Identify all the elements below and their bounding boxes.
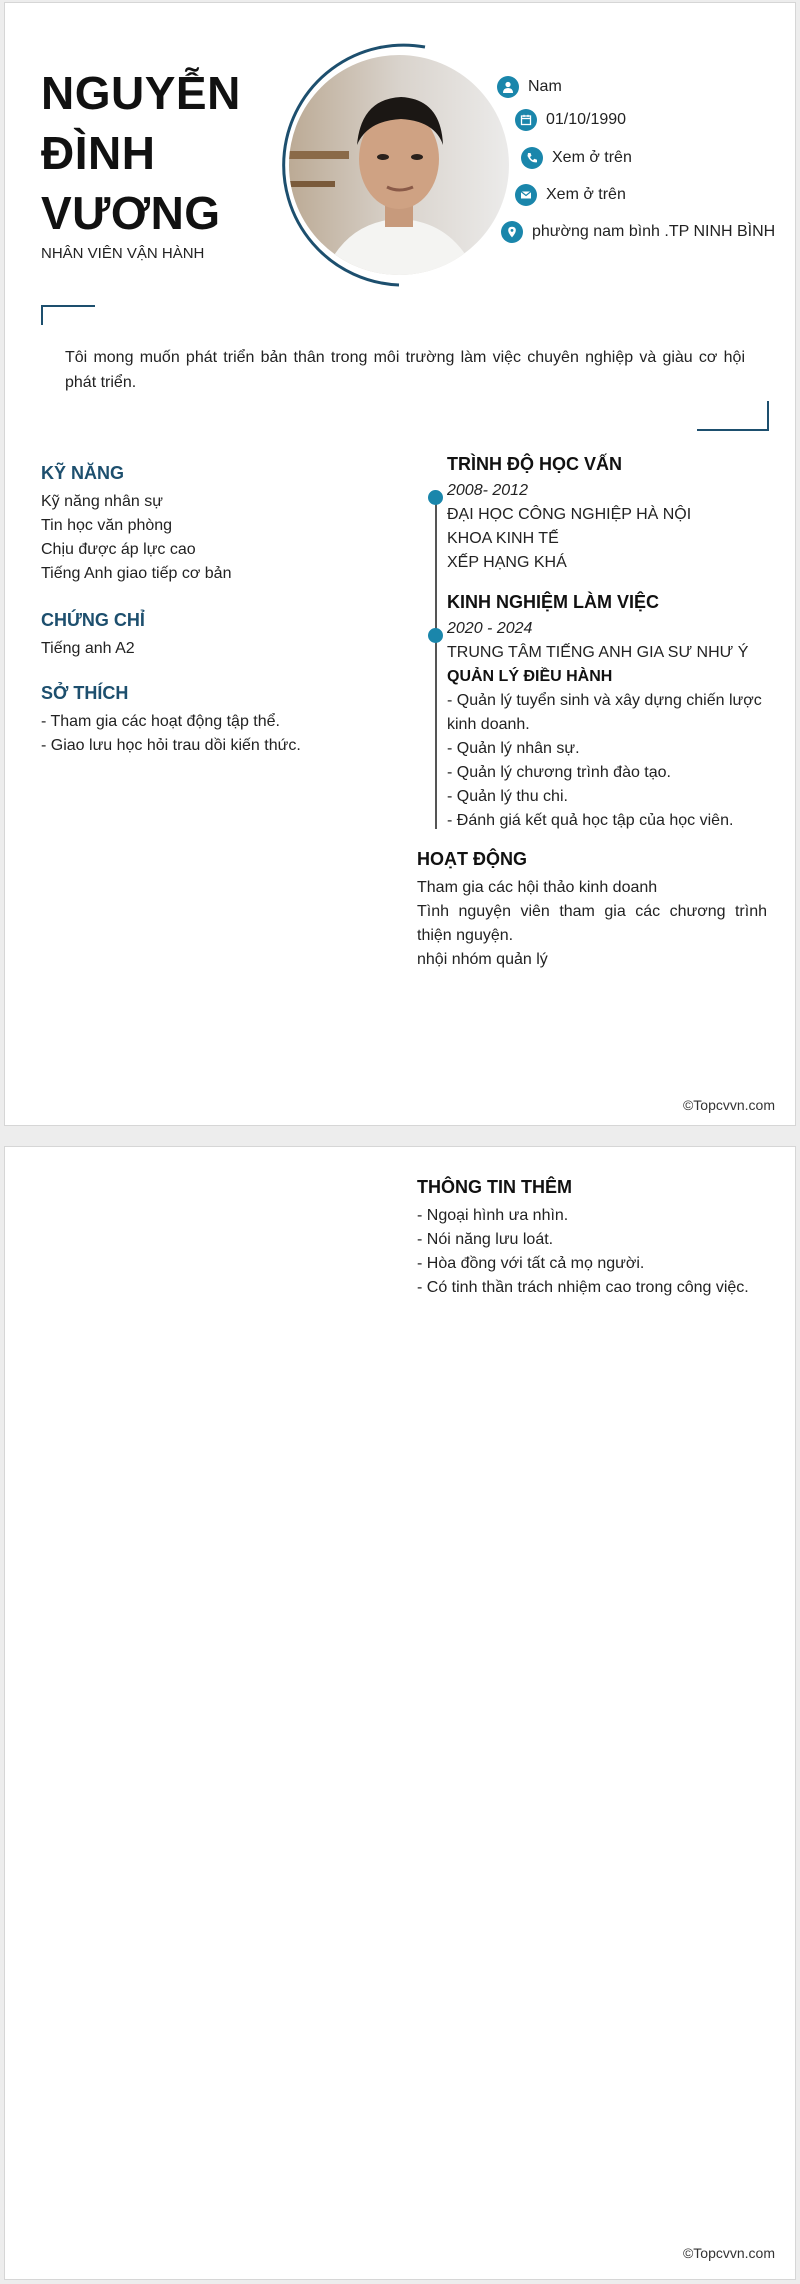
additional-info-item: - Hòa đồng với tất cả mọ người. bbox=[417, 1255, 645, 1272]
experience-duty: - Quản lý chương trình đào tạo. bbox=[447, 764, 671, 781]
timeline-line bbox=[435, 491, 437, 829]
skill-item: Tin học văn phòng bbox=[41, 517, 173, 534]
calendar-icon bbox=[515, 109, 537, 131]
profile-photo bbox=[275, 41, 523, 289]
name-line-2: ĐÌNH bbox=[41, 127, 156, 179]
skill-item: Kỹ năng nhân sự bbox=[41, 493, 163, 510]
birthday-value: 01/10/1990 bbox=[546, 111, 627, 128]
experience-section bbox=[447, 592, 767, 833]
cv-page-2 bbox=[4, 1146, 796, 2280]
contact-address bbox=[501, 221, 775, 243]
hobbies-section bbox=[41, 683, 401, 758]
hobbies-list bbox=[41, 710, 401, 758]
contact-email bbox=[515, 184, 626, 206]
address-value: phường nam bình .TP NINH BÌNH bbox=[532, 223, 776, 240]
experience-position: QUẢN LÝ ĐIỀU HÀNH bbox=[447, 668, 613, 685]
email-value: Xem ở trên bbox=[546, 186, 626, 203]
contact-birthday bbox=[515, 109, 626, 131]
education-school: ĐẠI HỌC CÔNG NGHIỆP HÀ NỘI bbox=[447, 506, 692, 523]
additional-info-item: - Ngoại hình ưa nhìn. bbox=[417, 1207, 569, 1224]
skill-item: Chịu được áp lực cao bbox=[41, 541, 196, 558]
objective-bracket-top bbox=[41, 305, 95, 325]
education-period: 2008- 2012 bbox=[447, 482, 528, 499]
experience-details bbox=[447, 617, 767, 833]
experience-title: KINH NGHIỆM LÀM VIỆC bbox=[447, 592, 660, 612]
hobbies-title: SỞ THÍCH bbox=[41, 683, 129, 703]
timeline-dot-education bbox=[428, 490, 443, 505]
contact-gender bbox=[497, 76, 562, 98]
hobby-item: - Giao lưu học hỏi trau dồi kiến thức. bbox=[41, 737, 301, 754]
name-line-3: VƯƠNG bbox=[41, 187, 221, 239]
certificate-item: Tiếng anh A2 bbox=[41, 640, 135, 657]
activities-title: HOẠT ĐỘNG bbox=[417, 849, 527, 869]
phone-icon bbox=[521, 147, 543, 169]
experience-duty: - Quản lý nhân sự. bbox=[447, 740, 580, 757]
skills-section bbox=[41, 463, 401, 586]
phone-value: Xem ở trên bbox=[552, 149, 632, 166]
experience-period: 2020 - 2024 bbox=[447, 620, 533, 637]
skills-title: KỸ NĂNG bbox=[41, 463, 125, 483]
name-line-1: NGUYỄN bbox=[41, 67, 241, 119]
skill-item: Tiếng Anh giao tiếp cơ bản bbox=[41, 565, 232, 582]
education-details bbox=[447, 479, 767, 575]
location-pin-icon bbox=[501, 221, 523, 243]
cv-page-1 bbox=[4, 2, 796, 1126]
activity-item: Tham gia các hội thảo kinh doanh bbox=[417, 879, 658, 896]
experience-duty: - Quản lý thu chi. bbox=[447, 788, 568, 805]
job-title: NHÂN VIÊN VẬN HÀNH bbox=[41, 245, 205, 262]
activities-section bbox=[417, 849, 767, 972]
additional-info-title: THÔNG TIN THÊM bbox=[417, 1177, 572, 1197]
experience-duty: - Quản lý tuyển sinh và xây dựng chiến lược kinh doanh. bbox=[447, 692, 762, 733]
experience-company: TRUNG TÂM TIẾNG ANH GIA SƯ NHƯ Ý bbox=[447, 644, 749, 661]
education-rank: XẾP HẠNG KHÁ bbox=[447, 554, 567, 571]
envelope-icon bbox=[515, 184, 537, 206]
activity-item: nhội nhóm quản lý bbox=[417, 951, 548, 968]
gender-value: Nam bbox=[528, 78, 562, 95]
candidate-name bbox=[41, 63, 241, 243]
additional-info-list bbox=[417, 1204, 767, 1300]
activities-list bbox=[417, 876, 767, 972]
activity-item: Tình nguyện viên tham gia các chương trình thiện nguyện. bbox=[417, 903, 767, 944]
additional-info-section bbox=[417, 1177, 767, 1300]
skills-list bbox=[41, 490, 401, 586]
education-title: TRÌNH ĐỘ HỌC VẤN bbox=[447, 454, 622, 474]
additional-info-item: - Có tinh thần trách nhiệm cao trong công việc. bbox=[417, 1279, 749, 1296]
timeline-dot-experience bbox=[428, 628, 443, 643]
contact-phone bbox=[521, 147, 632, 169]
footer-brand: ©Topcvvn.com bbox=[682, 1097, 775, 1113]
objective-bracket-bottom bbox=[697, 401, 769, 431]
career-objective: Tôi mong muốn phát triển bản thân trong môi trường làm việc chuyên nghiệp và giàu cơ hội phát triển. bbox=[65, 349, 745, 391]
additional-info-item: - Nói năng lưu loát. bbox=[417, 1231, 554, 1248]
user-icon bbox=[497, 76, 519, 98]
footer-brand: ©Topcvvn.com bbox=[682, 2245, 775, 2261]
hobby-item: - Tham gia các hoạt động tập thể. bbox=[41, 713, 280, 730]
experience-duty: - Đánh giá kết quả học tập của học viên. bbox=[447, 812, 734, 829]
certificates-section bbox=[41, 610, 401, 661]
education-faculty: KHOA KINH TẾ bbox=[447, 530, 559, 547]
education-section bbox=[447, 454, 767, 575]
certificates-title: CHỨNG CHỈ bbox=[41, 610, 145, 630]
profile-photo-image bbox=[275, 41, 523, 289]
